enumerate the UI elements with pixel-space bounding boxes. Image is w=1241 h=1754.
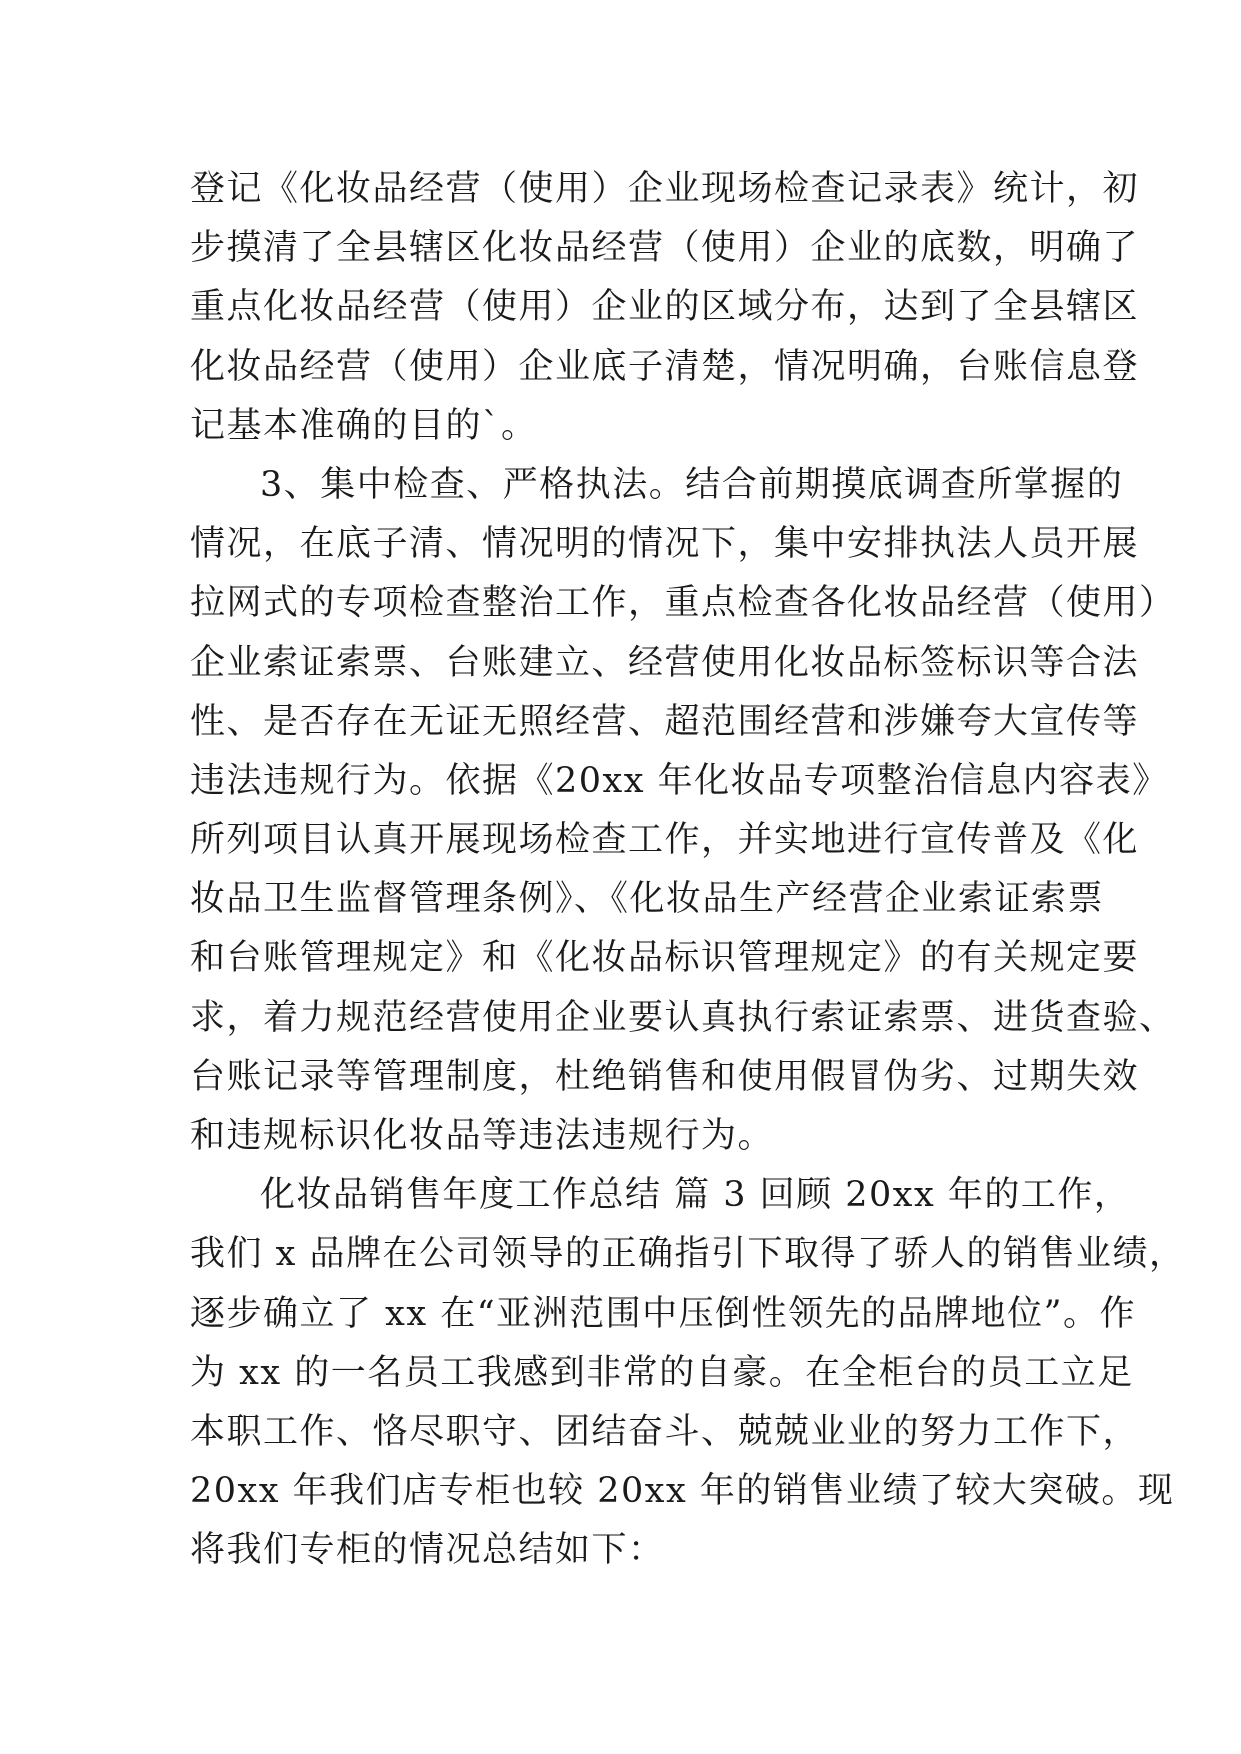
- text-line: 求，着力规范经营使用企业要认真执行索证索票、进货查验、: [190, 997, 1176, 1038]
- body-text: [190, 160, 1186, 1581]
- section-heading-line: 化妆品销售年度工作总结 篇 3 回顾 20xx 年的工作，: [260, 1175, 1131, 1216]
- text-line: 情况，在底子清、情况明的情况下，集中安排执法人员开展: [190, 524, 1140, 565]
- text-line: 步摸清了全县辖区化妆品经营（使用）企业的底数，明确了: [190, 228, 1140, 269]
- text-line: 妆品卫生监督管理条例》、《化妆品生产经营企业索证索票: [190, 879, 1105, 920]
- text-line: 本职工作、恪尽职守、团结奋斗、兢兢业业的努力工作下，: [190, 1411, 1140, 1452]
- text-line: 性、是否存在无证无照经营、超范围经营和涉嫌夸大宣传等: [190, 701, 1140, 742]
- text-line: 我们 x 品牌在公司领导的正确指引下取得了骄人的销售业绩，: [190, 1234, 1186, 1275]
- text-line: 逐步确立了 xx 在“亚洲范围中压倒性领先的品牌地位”。作: [190, 1293, 1137, 1334]
- text-line: 为 xx 的一名员工我感到非常的自豪。在全柜台的员工立足: [190, 1352, 1134, 1393]
- text-line: 所列项目认真开展现场检查工作，并实地进行宣传普及《化: [190, 820, 1140, 861]
- text-line: 违法违规行为。依据《20xx 年化妆品专项整治信息内容表》: [190, 760, 1169, 801]
- text-line: 和台账管理规定》和《化妆品标识管理规定》的有关规定要: [190, 938, 1140, 979]
- text-line: 台账记录等管理制度，杜绝销售和使用假冒伪劣、过期失效: [190, 1056, 1140, 1097]
- text-line: 重点化妆品经营（使用）企业的区域分布，达到了全县辖区: [190, 287, 1140, 328]
- text-line: 化妆品经营（使用）企业底子清楚，情况明确，台账信息登: [190, 346, 1140, 387]
- text-line: 将我们专柜的情况总结如下：: [190, 1530, 665, 1571]
- text-line: 拉网式的专项检查整治工作，重点检查各化妆品经营（使用）: [190, 583, 1176, 624]
- text-line: 企业索证索票、台账建立、经营使用化妆品标签标识等合法: [190, 642, 1140, 683]
- text-line: 登记《化妆品经营（使用）企业现场检查记录表》统计，初: [190, 169, 1140, 209]
- text-line: 记基本准确的目的`。: [190, 405, 538, 446]
- paragraph-start-line: 3、集中检查、严格执法。结合前期摸底调查所掌握的: [260, 464, 1124, 505]
- text-line: 和违规标识化妆品等违法违规行为。: [190, 1116, 775, 1156]
- text-line: 20xx 年我们店专柜也较 20xx 年的销售业绩了较大突破。现: [190, 1471, 1175, 1512]
